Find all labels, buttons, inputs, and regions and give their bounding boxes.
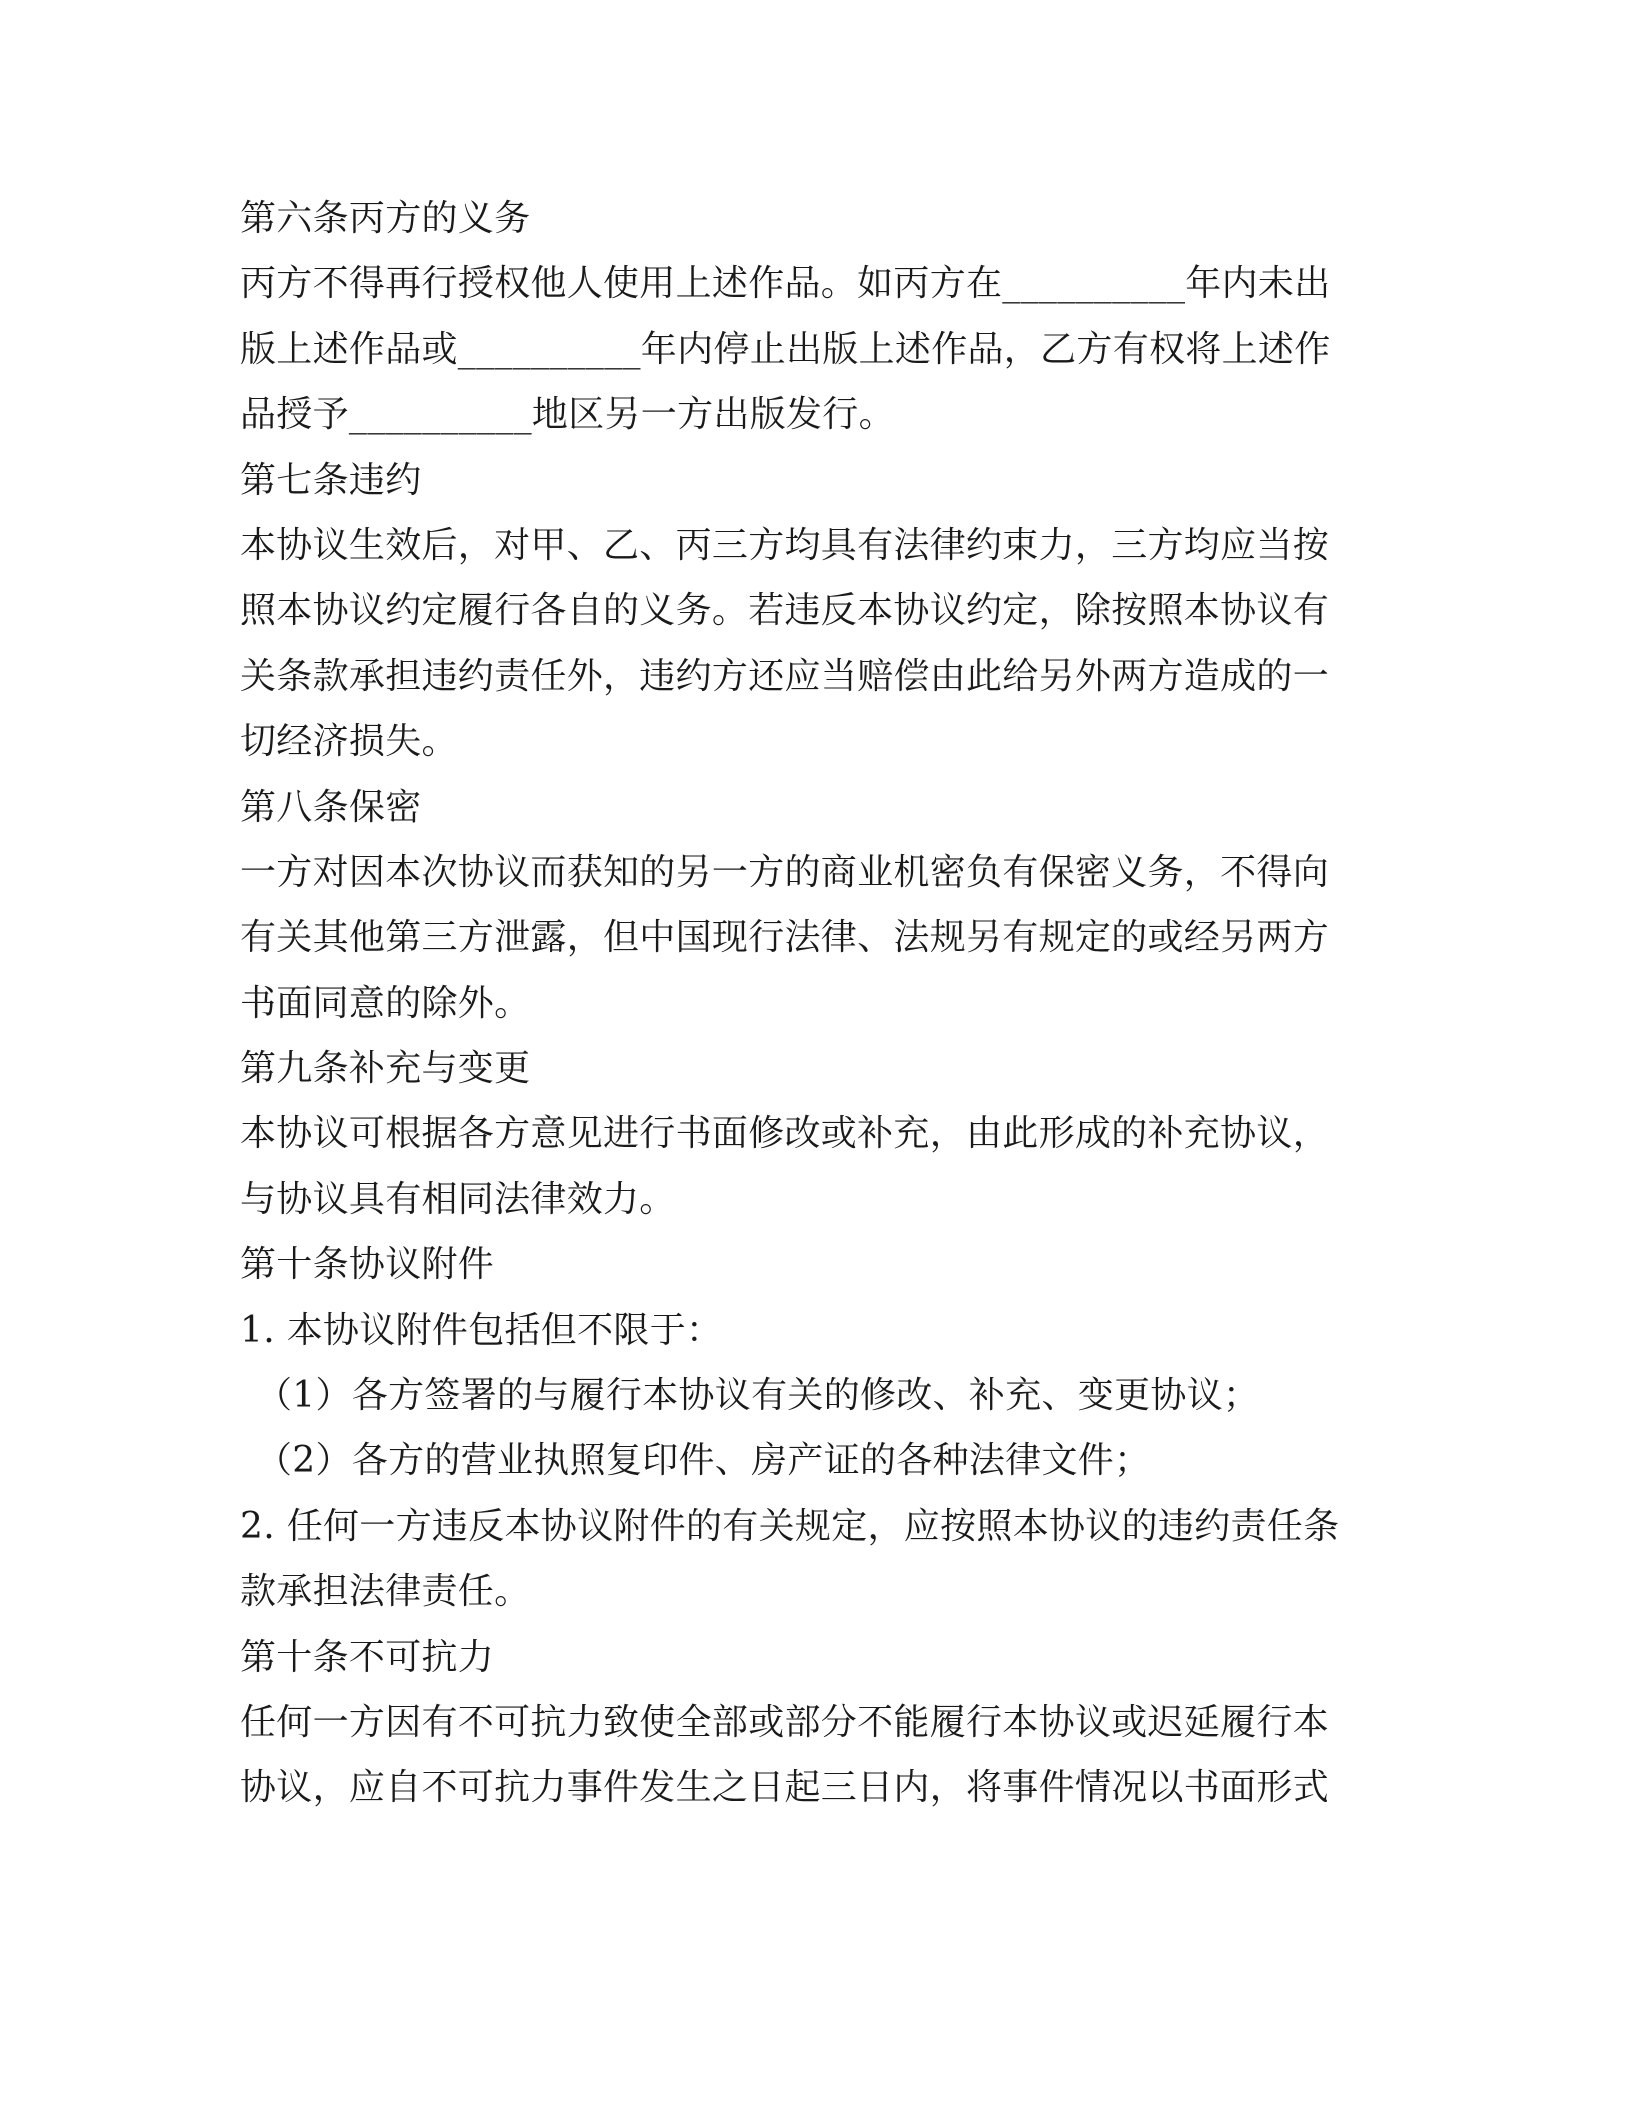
sub-list-item: （2）各方的营业执照复印件、房产证的各种法律文件； [256, 1440, 1151, 1482]
paragraph-line: 书面同意的除外。 [240, 982, 531, 1024]
list-item: 2. 任何一方违反本协议附件的有关规定，应按照本协议的违约责任条 [240, 1505, 1340, 1547]
section-force-majeure-heading: 第十条不可抗力 [240, 1636, 495, 1678]
paragraph-line: 照本协议约定履行各自的义务。若违反本协议约定，除按照本协议有 [240, 590, 1330, 632]
section-9-heading: 第九条补充与变更 [240, 1048, 531, 1090]
document-body [240, 186, 1380, 1821]
section-10-heading: 第十条协议附件 [240, 1244, 495, 1286]
paragraph-line: 有关其他第三方泄露，但中国现行法律、法规另有规定的或经另两方 [240, 917, 1330, 959]
paragraph-line: 切经济损失。 [240, 721, 458, 763]
paragraph-line: 款承担法律责任。 [240, 1571, 531, 1613]
section-6-heading: 第六条丙方的义务 [240, 198, 531, 239]
paragraph-line: 品授予__________地区另一方出版发行。 [240, 394, 895, 436]
list-item: 1. 本协议附件包括但不限于： [240, 1309, 723, 1351]
paragraph-line: 关条款承担违约责任外，违约方还应当赔偿由此给另外两方造成的一 [240, 655, 1330, 697]
paragraph-line: 协议，应自不可抗力事件发生之日起三日内，将事件情况以书面形式 [240, 1767, 1330, 1809]
paragraph-line: 本协议生效后，对甲、乙、丙三方均具有法律约束力，三方均应当按 [240, 524, 1330, 566]
section-8-heading: 第八条保密 [240, 786, 422, 828]
paragraph-line: 任何一方因有不可抗力致使全部或部分不能履行本协议或迟延履行本 [240, 1701, 1330, 1743]
paragraph-line: 一方对因本次协议而获知的另一方的商业机密负有保密义务，不得向 [240, 851, 1330, 893]
paragraph-line: 与协议具有相同法律效力。 [240, 1178, 676, 1220]
paragraph-line: 丙方不得再行授权他人使用上述作品。如丙方在__________年内未出 [240, 263, 1331, 305]
section-7-heading: 第七条违约 [240, 459, 422, 501]
paragraph-line: 版上述作品或__________年内停止出版上述作品，乙方有权将上述作 [240, 328, 1331, 370]
paragraph-line: 本协议可根据各方意见进行书面修改或补充，由此形成的补充协议， [240, 1113, 1330, 1155]
sub-list-item: （1）各方签署的与履行本协议有关的修改、补充、变更协议； [256, 1375, 1260, 1417]
